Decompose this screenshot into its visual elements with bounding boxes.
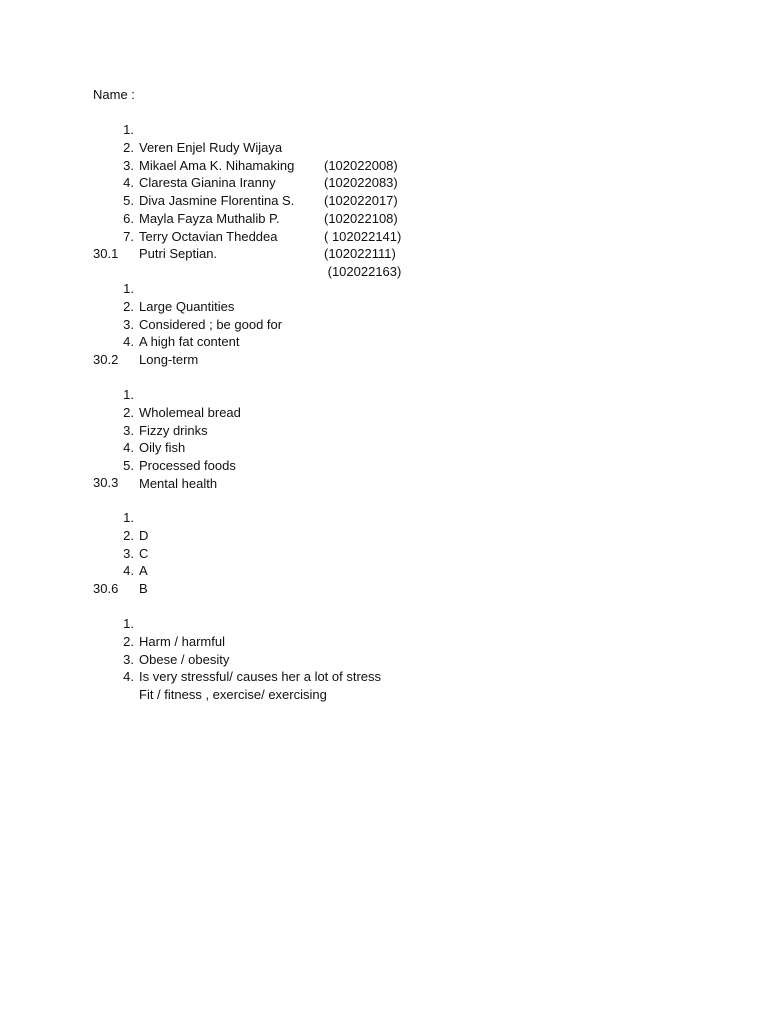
answer-number: 1.: [123, 616, 134, 632]
answer-row: [93, 263, 693, 315]
answer-text: Large Quantities: [139, 299, 235, 315]
member-id: (102022163): [324, 263, 402, 279]
answer-text: Oily fish: [139, 440, 186, 456]
answer-row: [93, 598, 693, 650]
answer-number: 1.: [123, 510, 134, 526]
answer-number: 5.: [123, 458, 134, 474]
answer-number: 2.: [123, 634, 134, 650]
member-name: Mayla Fayza Muthalib P.: [139, 210, 280, 226]
member-id: (102022111): [324, 246, 396, 262]
answer-row: [93, 509, 693, 561]
names-heading: Name :: [93, 87, 135, 102]
answer-number: 4.: [123, 669, 134, 685]
answer-text: Considered ; be good for: [139, 316, 283, 332]
section-heading: 30.3: [93, 475, 119, 490]
answer-row: [93, 492, 693, 544]
member-id: (102022008): [324, 157, 398, 173]
member-name: Terry Octavian Theddea: [139, 228, 278, 244]
answer-row: [93, 527, 693, 579]
member-id: ( 102022141): [324, 228, 402, 244]
member-id: (102022083): [324, 175, 398, 191]
answer-number: 4.: [123, 440, 134, 456]
answer-text: Long-term: [139, 352, 199, 368]
member-id: (102022017): [324, 193, 398, 209]
answer-number: 3.: [123, 545, 134, 561]
answer-text: A high fat content: [139, 334, 240, 350]
answer-text: Harm / harmful: [139, 634, 225, 650]
member-name: Diva Jasmine Florentina S.: [139, 193, 295, 209]
answer-text: Mental health: [139, 475, 218, 491]
answer-number: 1.: [123, 387, 134, 403]
answer-number: 2.: [123, 528, 134, 544]
member-number: 5.: [123, 193, 134, 209]
answer-text: Obese / obesity: [139, 651, 230, 667]
member-number: 1.: [123, 122, 134, 138]
answer-section-30-6: [93, 580, 693, 703]
answer-row: [93, 369, 693, 421]
member-name: Claresta Gianina Iranny: [139, 175, 276, 191]
answer-number: 3.: [123, 651, 134, 667]
answer-number: 3.: [123, 422, 134, 438]
answer-number: 1.: [123, 281, 134, 297]
member-id: (102022108): [324, 210, 398, 226]
answer-text: Processed foods: [139, 458, 236, 474]
answer-text: Is very stressful/ causes her a lot of stress: [139, 669, 382, 685]
answer-number: 2.: [123, 405, 134, 421]
member-name: Mikael Ama K. Nihamaking: [139, 157, 295, 173]
member-number: 2.: [123, 140, 134, 156]
answer-text: B: [139, 581, 148, 597]
member-number: 7.: [123, 228, 134, 244]
section-heading: 30.2: [93, 352, 119, 367]
member-name: Veren Enjel Rudy Wijaya: [139, 140, 283, 156]
member-number: 3.: [123, 157, 134, 173]
answer-text: C: [139, 545, 149, 561]
answer-number: 2.: [123, 299, 134, 315]
answer-text: Fizzy drinks: [139, 422, 208, 438]
member-number: 6.: [123, 210, 134, 226]
answer-number: 4.: [123, 563, 134, 579]
member-number: 4.: [123, 175, 134, 191]
member-name: Putri Septian.: [139, 246, 218, 262]
answer-text: D: [139, 528, 149, 544]
section-heading: 30.1: [93, 246, 119, 261]
answer-number: 4.: [123, 334, 134, 350]
answer-text: Fit / fitness , exercise/ exercising: [139, 687, 327, 703]
answer-text: Wholemeal bread: [139, 405, 241, 421]
section-heading: 30.6: [93, 581, 119, 596]
answer-text: A: [139, 563, 148, 579]
answer-number: 3.: [123, 316, 134, 332]
